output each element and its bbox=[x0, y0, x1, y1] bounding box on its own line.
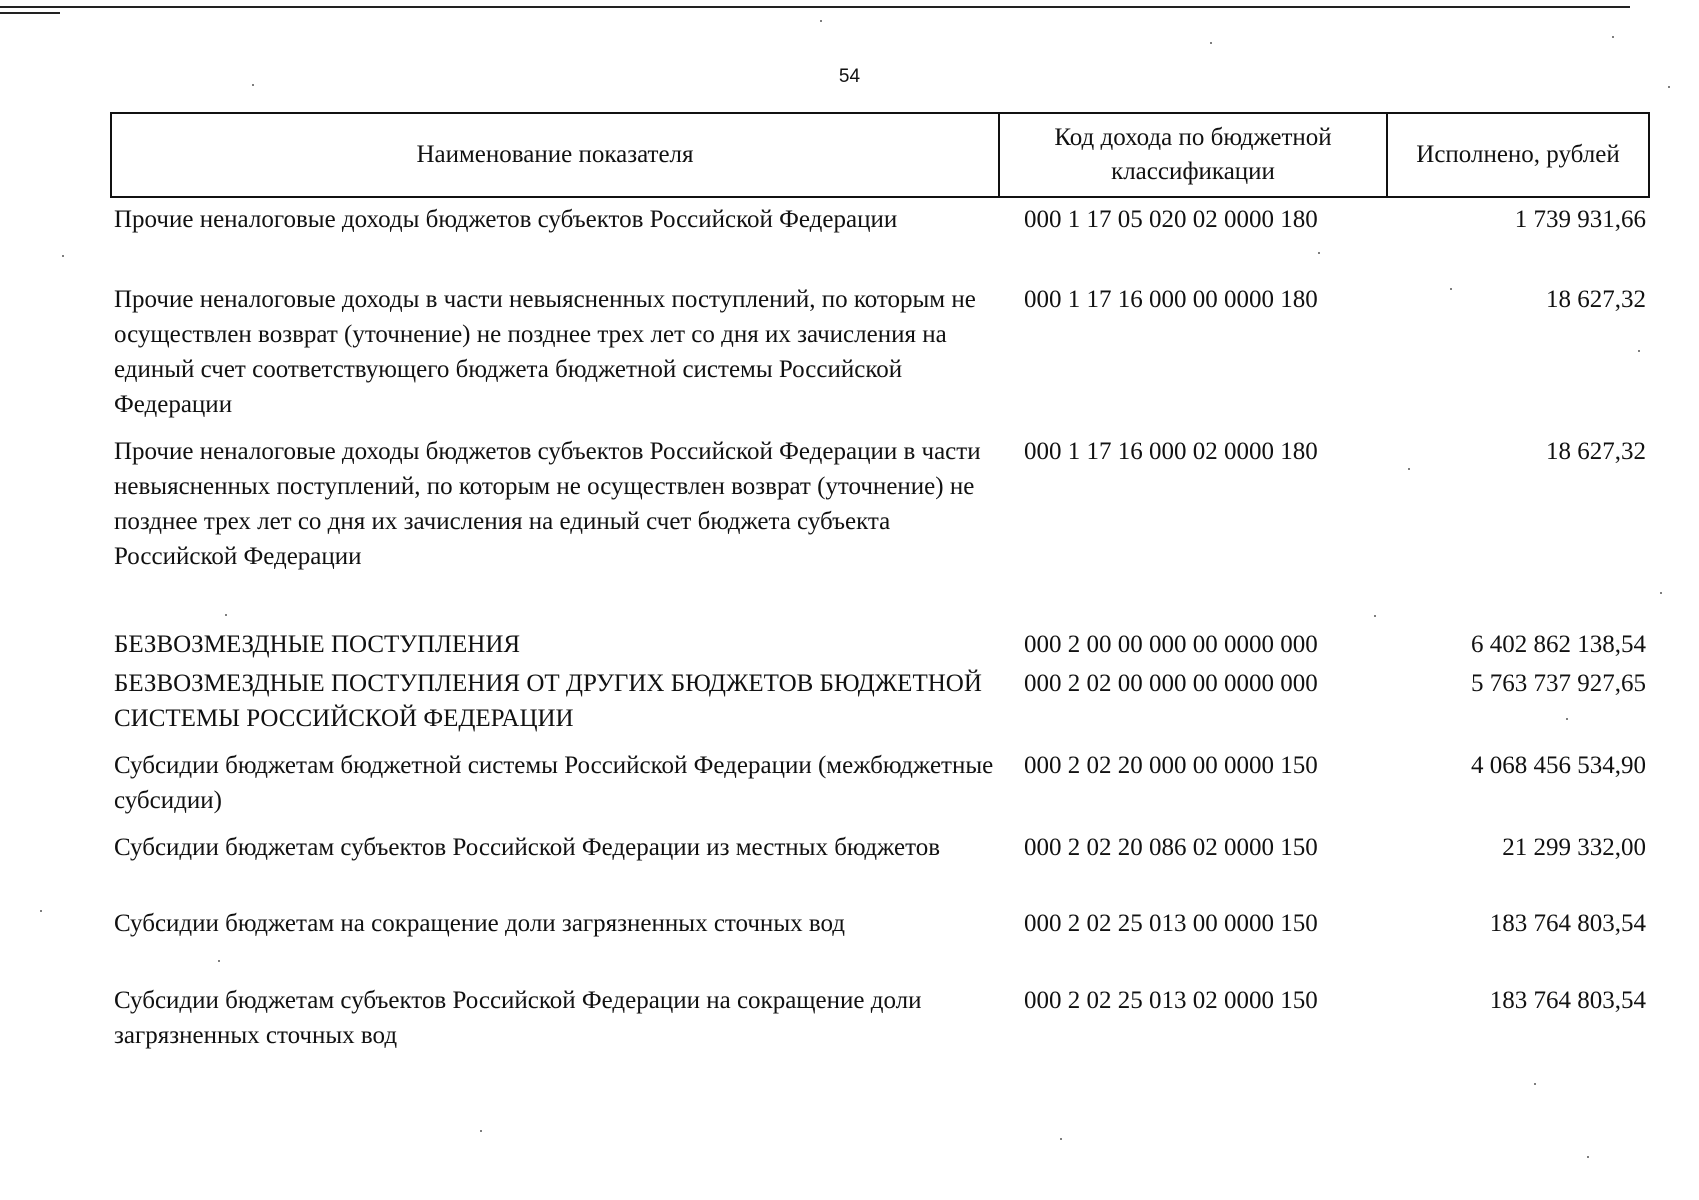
row-amount: 18 627,32 bbox=[1546, 286, 1646, 313]
row-amount: 1 739 931,66 bbox=[1514, 206, 1646, 233]
scan-speck bbox=[252, 84, 254, 86]
row-amount: 18 627,32 bbox=[1546, 438, 1646, 465]
scan-speck bbox=[218, 960, 220, 962]
scan-speck bbox=[1318, 252, 1320, 254]
row-name: Субсидии бюджетам бюджетной системы Российской Федерации (межбюджетные субсидии) bbox=[114, 752, 994, 814]
header-name: Наименование показателя bbox=[112, 114, 1000, 196]
scan-speck bbox=[1374, 615, 1376, 617]
scan-speck bbox=[1534, 1083, 1536, 1085]
row-code: 000 2 02 25 013 02 0000 150 bbox=[1024, 987, 1318, 1014]
row-amount: 183 764 803,54 bbox=[1489, 987, 1646, 1014]
scan-speck bbox=[1668, 86, 1670, 88]
row-name: Субсидии бюджетам субъектов Российской Федерации из местных бюджетов bbox=[114, 834, 941, 861]
row-name: Субсидии бюджетам субъектов Российской Федерации на сокращение доли загрязненных сточных вод bbox=[114, 987, 922, 1049]
scan-speck bbox=[480, 1130, 482, 1132]
scan-speck bbox=[1612, 36, 1614, 38]
row-amount: 5 763 737 927,65 bbox=[1471, 670, 1646, 697]
scan-speck bbox=[820, 20, 822, 22]
scan-speck bbox=[1210, 42, 1212, 44]
scan-speck bbox=[1060, 1138, 1062, 1140]
scan-speck bbox=[1660, 592, 1662, 594]
scan-speck bbox=[1638, 350, 1640, 352]
row-amount: 183 764 803,54 bbox=[1489, 910, 1646, 937]
header-code: Код дохода по бюджетной классификации bbox=[1000, 114, 1388, 196]
row-name: БЕЗВОЗМЕЗДНЫЕ ПОСТУПЛЕНИЯ bbox=[114, 631, 521, 658]
scan-speck bbox=[225, 614, 227, 616]
scan-speck bbox=[1587, 1156, 1589, 1158]
row-code: 000 2 02 25 013 00 0000 150 bbox=[1024, 910, 1318, 937]
row-amount: 4 068 456 534,90 bbox=[1471, 752, 1646, 779]
scan-speck bbox=[62, 255, 64, 257]
row-amount: 6 402 862 138,54 bbox=[1471, 631, 1646, 658]
scan-speck bbox=[1450, 288, 1452, 290]
row-code: 000 2 02 20 086 02 0000 150 bbox=[1024, 834, 1318, 861]
scan-speck bbox=[1566, 718, 1568, 720]
row-code: 000 1 17 05 020 02 0000 180 bbox=[1024, 206, 1318, 233]
scan-speck bbox=[1408, 468, 1410, 470]
row-name: Прочие неналоговые доходы бюджетов субъектов Российской Федерации bbox=[114, 206, 898, 233]
row-name: Прочие неналоговые доходы в части невыясненных поступлений, по которым не осуществлен возврат (уточнение) не позднее трех лет со дня их зачисления на единый счет соответствующего бюджета бюджетной системы Российской Федерации bbox=[114, 286, 976, 418]
header-amount: Исполнено, рублей bbox=[1416, 141, 1620, 168]
row-code: 000 2 00 00 000 00 0000 000 bbox=[1024, 631, 1318, 658]
table-header bbox=[110, 112, 1650, 198]
row-code: 000 2 02 20 000 00 0000 150 bbox=[1024, 752, 1318, 779]
scan-speck bbox=[40, 910, 42, 912]
row-code: 000 2 02 00 000 00 0000 000 bbox=[1024, 670, 1318, 697]
top-border-line-2 bbox=[0, 12, 60, 14]
row-code: 000 1 17 16 000 02 0000 180 bbox=[1024, 438, 1318, 465]
page-number: 54 bbox=[838, 66, 861, 87]
row-name: БЕЗВОЗМЕЗДНЫЕ ПОСТУПЛЕНИЯ ОТ ДРУГИХ БЮДЖЕТОВ БЮДЖЕТНОЙ СИСТЕМЫ РОССИЙСКОЙ ФЕДЕРАЦИИ bbox=[114, 670, 982, 732]
row-amount: 21 299 332,00 bbox=[1502, 834, 1646, 861]
row-name: Субсидии бюджетам на сокращение доли загрязненных сточных вод bbox=[114, 910, 845, 937]
top-border-line bbox=[0, 6, 1630, 8]
row-name: Прочие неналоговые доходы бюджетов субъектов Российской Федерации в части невыясненных поступлений, по которым не осуществлен возврат (уточнение) не позднее трех лет со дня их зачисления на единый счет бюджета субъекта Российской Федерации bbox=[114, 438, 981, 570]
row-code: 000 1 17 16 000 00 0000 180 bbox=[1024, 286, 1318, 313]
